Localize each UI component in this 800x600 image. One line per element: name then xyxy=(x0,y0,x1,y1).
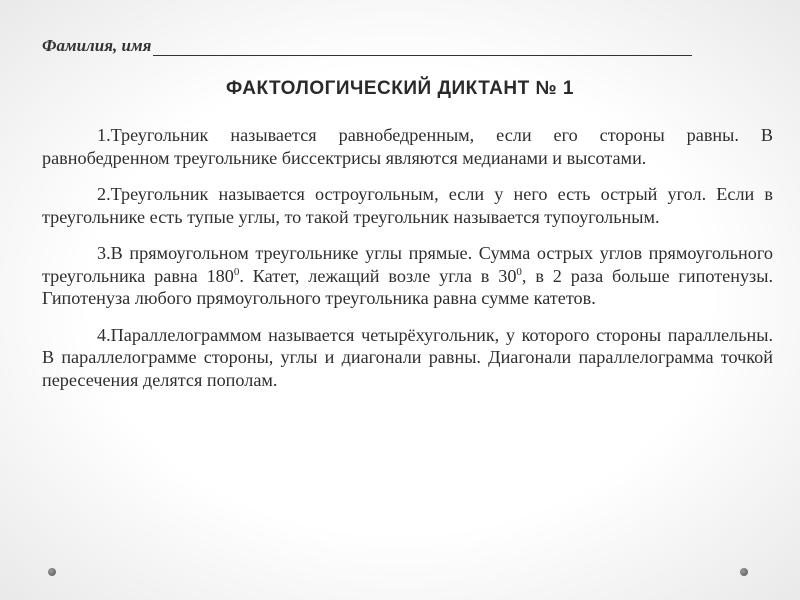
statement-3-part-a: 3.В прямоугольном треугольнике углы прямые. Сумма острых углов прямоугольного треугольника равна 180 xyxy=(42,243,773,286)
statement-1: 1.Треугольник называется равнобедренным, если его стороны равны. В равнобедренном треугольнике биссектрисы являются медианами и высотами. xyxy=(42,125,773,168)
statement-4: 4.Параллелограммом называется четырёхугольник, у которого стороны параллельны. В параллелограмме стороны, углы и диагонали равны. Диагонали параллелограмма точкой пересечения делятся пополам. xyxy=(42,324,773,390)
dictation-body xyxy=(42,124,773,405)
degree-superscript: 0 xyxy=(516,265,522,278)
statement-2: 2.Треугольник называется остроугольным, если у него есть острый угол. Если в треугольнике есть тупые углы, то такой треугольник называется тупоугольным. xyxy=(42,184,773,227)
corner-dot-icon xyxy=(740,568,748,576)
statement-3 xyxy=(42,242,773,310)
statement-3-part-b: . Катет, лежащий возле угла в 30 xyxy=(239,265,517,286)
page-title: ФАКТОЛОГИЧЕСКИЙ ДИКТАНТ № 1 xyxy=(226,78,574,99)
name-blank-line xyxy=(153,39,692,56)
name-field xyxy=(42,36,692,56)
name-label: Фамилия, имя xyxy=(42,36,152,55)
corner-dot-icon xyxy=(48,568,56,576)
degree-superscript: 0 xyxy=(233,265,240,278)
statement-3-part-c: , в 2 раза больше гипотенузы. Гипотенуза любого прямоугольного треугольника равна сумме катетов. xyxy=(42,265,773,308)
